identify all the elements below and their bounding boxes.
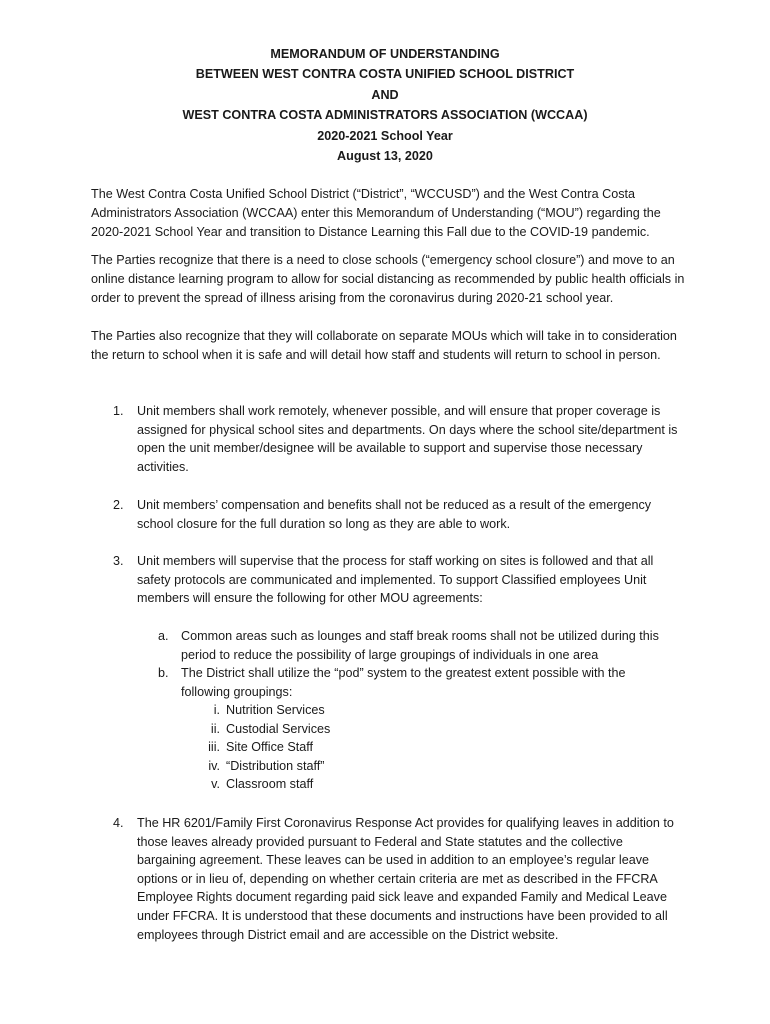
- list-item-number: 3.: [113, 554, 124, 568]
- list-item-text: Unit members will supervise that the process for staff working on sites is followed and that all safety protocols are communicated and implemented. To support Classified employees Unit members will ensure the following for other MOU agreements:: [137, 554, 654, 606]
- grouping-numeral: ii.: [210, 721, 220, 736]
- grouping-numeral: v.: [211, 777, 220, 791]
- title-line: MEMORANDUM OF UNDERSTANDING: [270, 47, 500, 61]
- intro-paragraph: The West Contra Costa Unified School District (“District”, “WCCUSD”) and the West Contra Costa Administrators Association (WCCAA) enter this Memorandum of Understanding (“MOU”) regarding the 2020-2021 School Year and transition to Distance Learning this Fall due to the COVID-19 pandemic.: [91, 187, 661, 239]
- list-item-number: 1.: [113, 404, 124, 418]
- grouping-numeral: iii.: [208, 740, 220, 754]
- grouping-text: Classroom staff: [226, 777, 314, 791]
- grouping-text: Custodial Services: [226, 721, 331, 736]
- collaboration-paragraph: The Parties also recognize that they will collaborate on separate MOUs which will take in to consideration the return to school when it is safe and will detail how staff and students will return to school in person.: [91, 329, 677, 362]
- list-item-text: Unit members’ compensation and benefits shall not be reduced as a result of the emergency school closure for the full duration so long as they are able to work.: [137, 498, 652, 531]
- title-line: 2020-2021 School Year: [317, 128, 453, 143]
- grouping-text: Nutrition Services: [226, 703, 325, 717]
- sub-list-item-text: Common areas such as lounges and staff break rooms shall not be utilized during this period to reduce the possibility of large groupings of individuals in one area: [181, 629, 659, 662]
- title-line: WEST CONTRA COSTA ADMINISTRATORS ASSOCIATION (WCCAA): [182, 108, 588, 123]
- list-item-text: Unit members shall work remotely, whenever possible, and will ensure that proper coverage is assigned for physical school sites and departments. On days where the school site/department is open the unit member/designee will be available to support and supervise those necessary activities.: [137, 404, 678, 474]
- grouping-text: “Distribution staff”: [226, 758, 325, 773]
- list-item-number: 4.: [113, 816, 124, 830]
- title-line: August 13, 2020: [337, 149, 433, 164]
- recognition-paragraph: The Parties recognize that there is a need to close schools (“emergency school closure”) and move to an online distance learning program to allow for social distancing as recommended by public health officials in order to prevent the spread of illness arising from the coronavirus during 2020-21 school year.: [91, 253, 685, 305]
- sub-list-item-letter: b.: [158, 666, 169, 680]
- grouping-numeral: iv.: [208, 758, 220, 773]
- sub-list-item-text: The District shall utilize the “pod” system to the greatest extent possible with the following groupings:: [181, 666, 626, 699]
- list-item-text: The HR 6201/Family First Coronavirus Response Act provides for qualifying leaves in addition to those leaves already provided pursuant to Federal and State statutes and the collective bargaining agreement. These leaves can be used in addition to an employee’s regular leave options or in lieu of, depending on whether certain criteria are met as described in the FFCRA Employee Rights document regarding paid sick leave and expanded Family and Medical Leave under FFCRA. It is understood that these documents and instructions have been provided to all employees through District email and are accessible on the District website.: [137, 816, 674, 942]
- grouping-numeral: i.: [213, 703, 220, 717]
- list-item-number: 2.: [113, 498, 124, 512]
- title-line: AND: [371, 87, 399, 102]
- sub-list-item-letter: a.: [158, 629, 169, 643]
- grouping-text: Site Office Staff: [226, 740, 314, 754]
- title-line: BETWEEN WEST CONTRA COSTA UNIFIED SCHOOL DISTRICT: [195, 67, 575, 82]
- document-title: [0, 44, 770, 166]
